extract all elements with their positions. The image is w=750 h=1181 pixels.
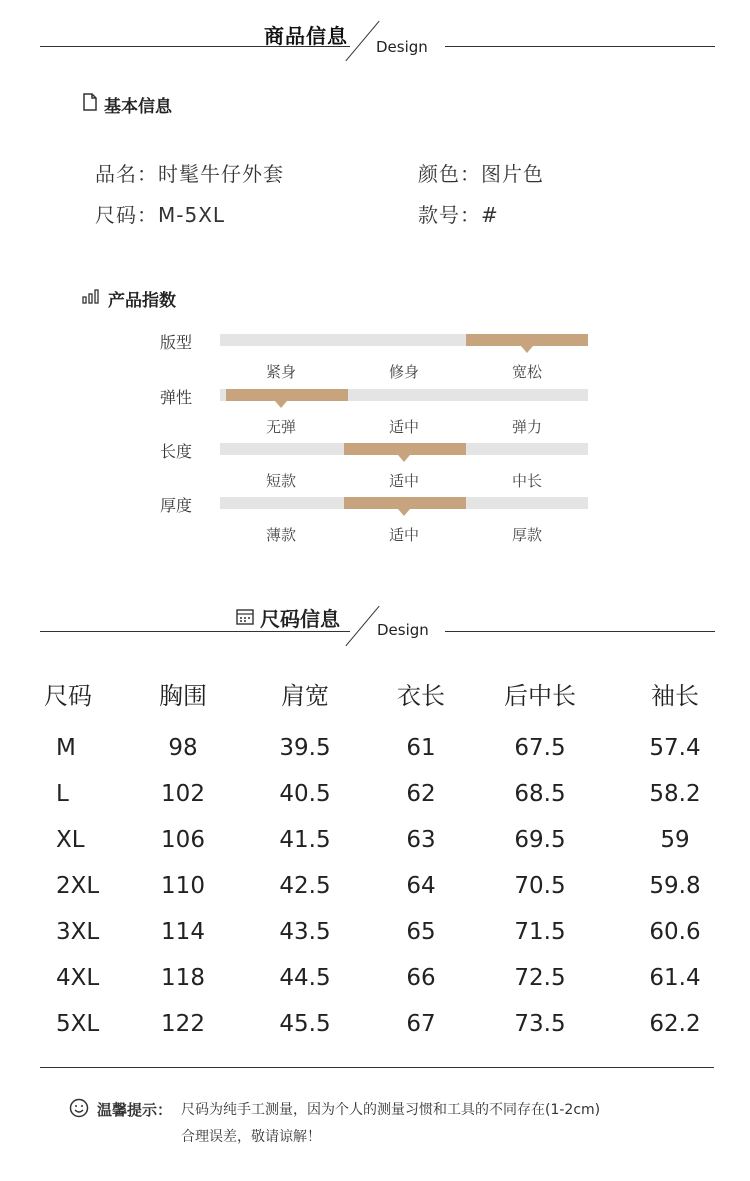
index-option: 修身 bbox=[388, 363, 419, 381]
table-header-cell: 胸围 bbox=[159, 682, 207, 710]
table-size-cell: L bbox=[56, 781, 69, 807]
table-cell: 44.5 bbox=[279, 965, 331, 991]
tip-label: 温馨提示： bbox=[97, 1101, 173, 1119]
index-option: 适中 bbox=[388, 526, 419, 544]
table-cell: 62 bbox=[406, 781, 436, 807]
table-cell: 64 bbox=[406, 873, 436, 899]
index-selected-segment bbox=[344, 443, 466, 455]
tip-line1: 尺码为纯手工测量，因为个人的测量习惯和工具的不同存在(1-2cm) bbox=[181, 1102, 601, 1118]
table-size-cell: 2XL bbox=[56, 873, 100, 899]
table-cell: 45.5 bbox=[279, 1011, 331, 1037]
table-bottom-line bbox=[40, 1067, 714, 1068]
table-header-cell: 后中长 bbox=[504, 682, 576, 710]
index-track bbox=[220, 334, 588, 346]
table-cell: 69.5 bbox=[514, 827, 566, 853]
table-cell: 59.8 bbox=[649, 873, 701, 899]
index-option: 薄款 bbox=[265, 526, 296, 544]
table-cell: 122 bbox=[161, 1011, 205, 1037]
table-cell: 58.2 bbox=[649, 781, 701, 807]
index-label: 弹性 bbox=[160, 388, 193, 407]
index-track bbox=[220, 389, 588, 401]
table-size-cell: 3XL bbox=[56, 919, 100, 945]
index-selected-segment bbox=[466, 334, 588, 346]
index-selected-segment bbox=[344, 497, 466, 509]
table-cell: 39.5 bbox=[279, 735, 331, 761]
table-size-cell: 5XL bbox=[56, 1011, 100, 1037]
header1-slash bbox=[345, 21, 379, 61]
index-option: 厚款 bbox=[511, 526, 542, 544]
table-cell: 118 bbox=[161, 965, 205, 991]
document-icon bbox=[82, 93, 98, 116]
index-pointer bbox=[521, 346, 533, 353]
index-option: 短款 bbox=[265, 472, 296, 490]
header2-title: 尺码信息 bbox=[260, 607, 340, 631]
index-track bbox=[220, 443, 588, 455]
index-selected-segment bbox=[226, 389, 348, 401]
smile-icon bbox=[69, 1098, 89, 1122]
table-cell: 98 bbox=[168, 735, 198, 761]
index-option: 紧身 bbox=[265, 363, 296, 381]
product-size: 尺码：M-5XL bbox=[95, 203, 226, 227]
table-cell: 61 bbox=[406, 735, 436, 761]
header2-slash bbox=[345, 606, 379, 646]
index-option: 适中 bbox=[388, 418, 419, 436]
table-cell: 110 bbox=[161, 873, 205, 899]
index-pointer bbox=[275, 401, 287, 408]
basic-info-heading bbox=[82, 92, 172, 117]
index-pointer bbox=[398, 509, 410, 516]
table-cell: 102 bbox=[161, 781, 205, 807]
index-option: 适中 bbox=[388, 472, 419, 490]
basic-info-title: 基本信息 bbox=[104, 97, 172, 117]
index-label: 版型 bbox=[160, 333, 193, 352]
table-cell: 42.5 bbox=[279, 873, 331, 899]
table-cell: 73.5 bbox=[514, 1011, 566, 1037]
table-header-cell: 尺码 bbox=[44, 682, 92, 710]
table-cell: 40.5 bbox=[279, 781, 331, 807]
table-cell: 67.5 bbox=[514, 735, 566, 761]
table-cell: 65 bbox=[406, 919, 436, 945]
table-cell: 72.5 bbox=[514, 965, 566, 991]
table-cell: 68.5 bbox=[514, 781, 566, 807]
header2-sub: Design bbox=[377, 621, 429, 639]
index-option: 中长 bbox=[511, 472, 542, 490]
index-track bbox=[220, 497, 588, 509]
table-size-cell: M bbox=[56, 735, 76, 761]
table-cell: 59 bbox=[660, 827, 690, 853]
header1-sub: Design bbox=[376, 38, 428, 56]
table-cell: 60.6 bbox=[649, 919, 701, 945]
table-cell: 61.4 bbox=[649, 965, 701, 991]
table-cell: 67 bbox=[406, 1011, 436, 1037]
header2-line-right bbox=[445, 631, 715, 632]
index-option: 弹力 bbox=[511, 418, 542, 436]
table-header-cell: 衣长 bbox=[397, 682, 445, 710]
product-style: 款号：# bbox=[418, 203, 499, 227]
table-header-cell: 肩宽 bbox=[281, 682, 329, 710]
header2-line-left bbox=[40, 631, 350, 632]
header2-heading bbox=[236, 603, 340, 632]
table-cell: 71.5 bbox=[514, 919, 566, 945]
calendar-icon bbox=[236, 606, 254, 630]
table-cell: 62.2 bbox=[649, 1011, 701, 1037]
index-label: 长度 bbox=[160, 442, 193, 461]
product-name: 品名：时髦牛仔外套 bbox=[95, 162, 284, 186]
header1-line-right bbox=[445, 46, 715, 47]
table-size-cell: 4XL bbox=[56, 965, 100, 991]
table-cell: 70.5 bbox=[514, 873, 566, 899]
product-color: 颜色：图片色 bbox=[418, 162, 544, 186]
table-cell: 106 bbox=[161, 827, 205, 853]
table-size-cell: XL bbox=[56, 827, 85, 853]
header1-title: 商品信息 bbox=[264, 24, 348, 48]
table-header-cell: 袖长 bbox=[651, 682, 699, 710]
bar-chart-icon bbox=[82, 288, 102, 309]
index-option: 无弹 bbox=[265, 418, 296, 436]
index-pointer bbox=[398, 455, 410, 462]
tip-line2: 合理误差，敬请谅解！ bbox=[181, 1129, 321, 1145]
table-cell: 66 bbox=[406, 965, 436, 991]
table-cell: 63 bbox=[406, 827, 436, 853]
table-cell: 41.5 bbox=[279, 827, 331, 853]
table-cell: 114 bbox=[161, 919, 205, 945]
index-label: 厚度 bbox=[160, 496, 193, 515]
table-cell: 57.4 bbox=[649, 735, 701, 761]
index-heading bbox=[82, 286, 176, 311]
index-option: 宽松 bbox=[511, 363, 542, 381]
table-cell: 43.5 bbox=[279, 919, 331, 945]
index-title: 产品指数 bbox=[108, 291, 176, 311]
